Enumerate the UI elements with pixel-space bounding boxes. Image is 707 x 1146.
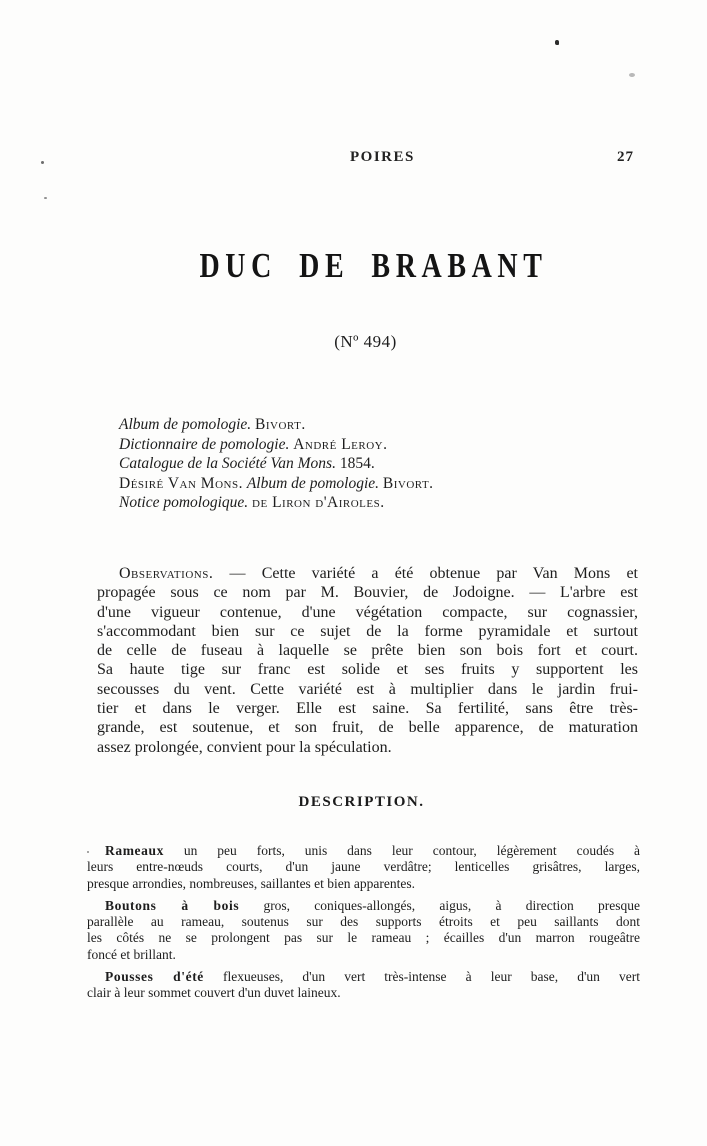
scan-speck [555, 40, 559, 45]
scan-speck [41, 161, 44, 164]
text-line: Pousses d'été flexueuses, d'un vert très-intense à leur base, d'un vert [105, 969, 640, 985]
scan-speck [44, 197, 47, 199]
text-line: foncé et brillant. [87, 946, 176, 962]
scan-speck [629, 73, 635, 77]
description-heading: DESCRIPTION. [298, 794, 425, 810]
text-line: parallèle au rameau, soutenus sur des supports étroits et peu saillants dont [87, 914, 640, 930]
text-line: grande, est soutenue, et son fruit, de belle apparence, de maturation [97, 719, 638, 737]
reference-list [119, 415, 599, 513]
observations-paragraph [97, 564, 638, 757]
text-line: Catalogue de la Société Van Mons. 1854. [119, 455, 375, 473]
paragraph-rameaux [87, 843, 640, 892]
text-line: presque arrondies, nombreuses, saillantes et bien apparentes. [87, 875, 416, 891]
text-line: s'accommodant bien sur ce sujet de la forme pyramidale et surtout [97, 622, 638, 640]
text-line: de celle de fuseau à laquelle se prête bien son bois fort et court. [97, 642, 638, 660]
text-line: secousses du vent. Cette variété est à multiplier dans le jardin frui- [97, 680, 638, 698]
text-line: Rameaux un peu forts, unis dans leur contour, légèrement coudés à [105, 843, 640, 858]
text-line: Notice pomologique. de Liron d'Airoles. [119, 494, 385, 512]
running-header-title: POIRES [350, 149, 415, 165]
variety-title: DUC DE BRABANT [199, 246, 548, 285]
text-line: tier et dans le verger. Elle est saine. Sa fertilité, sans être très- [97, 700, 638, 718]
text-line: Désiré Van Mons. Album de pomologie. Bivort. [119, 474, 434, 492]
text-line: d'une vigueur contenue, d'une végétation compacte, sur cognassier, [97, 603, 638, 621]
text-line: Observations. — Cette variété a été obtenue par Van Mons et [119, 565, 638, 582]
text-line: leurs entre-nœuds courts, d'un jaune verdâtre; lenticelles grisâtres, larges, [87, 859, 640, 875]
paragraph-boutons-a-bois [87, 898, 640, 963]
text-line: Sa haute tige sur franc est solide et ses fruits y supportent les [97, 661, 638, 679]
description-section [87, 843, 640, 1008]
variety-number: (Nº 494) [334, 332, 397, 351]
scan-speck [87, 851, 89, 853]
page-number: 27 [617, 149, 634, 165]
text-line: clair à leur sommet couvert d'un duvet laineux. [87, 985, 341, 1001]
text-line: propagée sous ce nom par M. Bouvier, de Jodoigne. — L'arbre est [97, 584, 638, 602]
text-line: assez prolongée, convient pour la spéculation. [97, 738, 392, 756]
text-line: Dictionnaire de pomologie. André Leroy. [119, 435, 388, 453]
text-line: Boutons à bois gros, coniques-allongés, aigus, à direction presque [105, 897, 640, 913]
text-line: Album de pomologie. Bivort. [119, 416, 306, 433]
paragraph-pousses-d-ete [87, 969, 640, 1002]
text-line: les côtés ne se prolongent pas sur le rameau ; écailles d'un marron rougeâtre [87, 930, 640, 946]
